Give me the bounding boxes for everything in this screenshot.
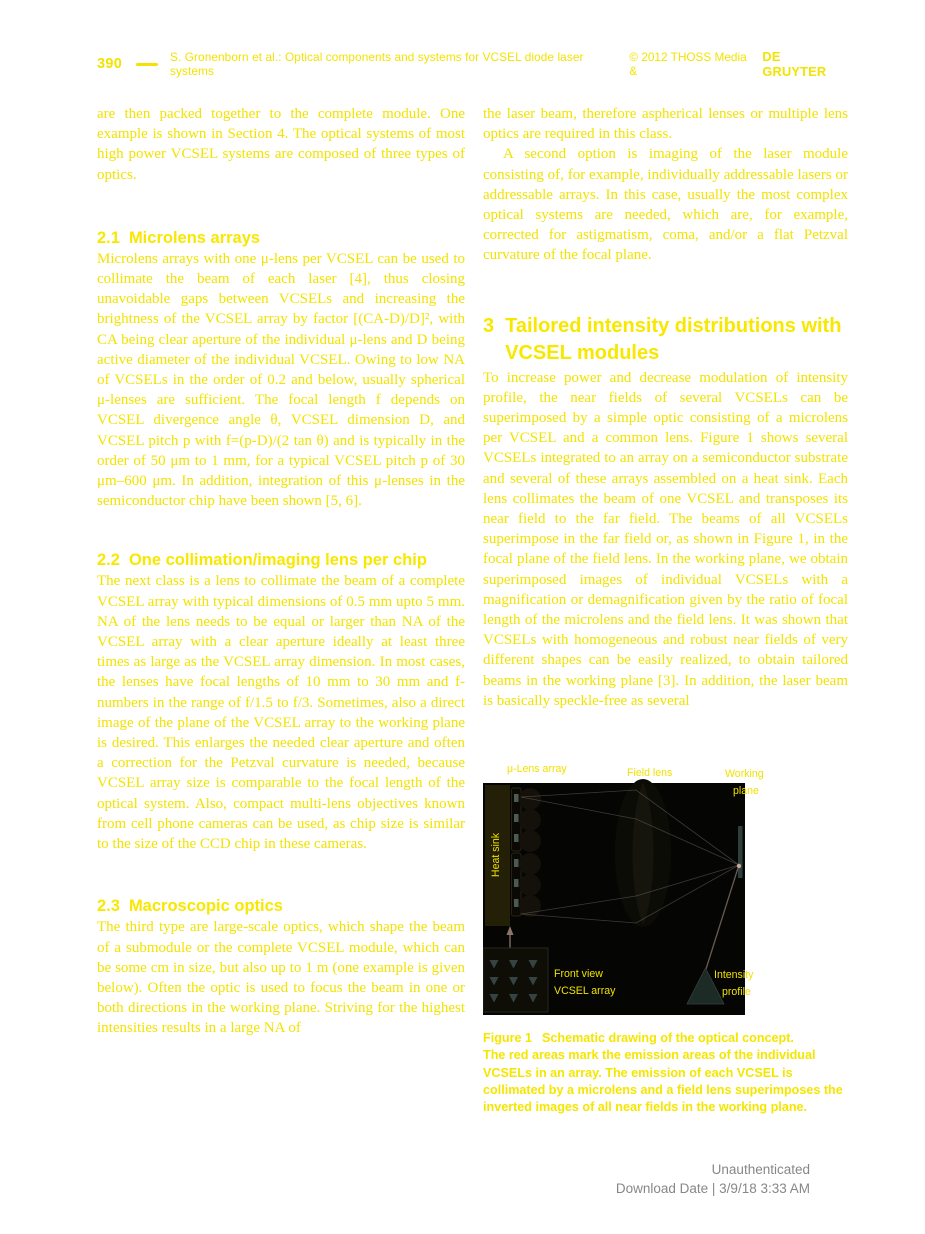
section-title: One collimation/imaging lens per chip: [128, 551, 427, 570]
section-2-2-body: The next class is a lens to collimate the beam of a complete VCSEL array with typical dimensions of 0.5 mm upto 5 mm. NA of the lens needs to be equal or larger than NA of the VCSEL array with a clear aperture ideally at least three times as large as the VCSEL array dimension. In most cases, the lenses have focal lengths of 10 mm to 30 mm and f-numbers in the range of f/1.5 to f/3. Sometimes, also a direct image of the plane of the VCSEL array to the working plane is desired. This enlarges the needed clear aperture and often a correction for the Petzval curvature is needed, because VCSEL array size is comparable to the focal length of the optical system. Also, compact multi-lens objectives known from cell phone cameras can be used, as chip size is similar to the size of the CCD chip in these cameras.: [97, 573, 465, 853]
second-option-paragraph: A second option is imaging of the laser module consisting of, for example, individually addressable lasers or addressable arrays. In this case, usually the most complex optical systems are needed, which are, for example, corrected for astigmatism, coma, and/or a flat Petzval curvature of the focal plane.: [483, 146, 848, 264]
continuation-paragraph: the laser beam, therefore aspherical lenses or multiple lens optics are required in this class.: [483, 106, 848, 143]
section-2-3-body: The third type are large-scale optics, which shape the beam of a submodule or the complete VCSEL module, which can be some cm in size, but also up to 1 m (one example is given below). Often the optic is used to focus the beam in one or both directions in the working plane. Striving for the highest intensities results in a large NA of: [97, 919, 465, 1037]
publisher-logo: DE GRUYTER: [762, 49, 827, 79]
mu-lens-array-label: μ-Lens array: [507, 763, 567, 776]
section-number: 2.3: [97, 897, 120, 916]
section-title: Tailored intensity distributions with VCSEL modules: [505, 314, 842, 365]
page-header: [97, 49, 848, 79]
figure-1: [483, 757, 773, 1017]
section-title: Macroscopic optics: [128, 897, 283, 916]
header-right: [629, 49, 848, 79]
figure-caption-title: Schematic drawing of the optical concept.: [542, 1031, 794, 1046]
header-divider: [136, 63, 158, 66]
figure-caption: [483, 1030, 848, 1116]
intensity-profile-label-line2: profile: [722, 986, 751, 999]
working-plane-label-line1: Working: [725, 768, 764, 781]
section-title: Microlens arrays: [128, 228, 261, 247]
download-date-line: Download Date | 3/9/18 3:33 AM: [615, 1181, 810, 1196]
unauthenticated-line: Unauthenticated: [711, 1162, 810, 1177]
intro-paragraph: are then packed together to the complete module. One example is shown in Section 4. The optical systems of most high power VCSEL systems are composed of three types of optics.: [97, 106, 465, 183]
section-heading-3: [483, 313, 848, 368]
front-view-label-line2: VCSEL array: [554, 985, 616, 998]
download-stamp: [483, 1160, 810, 1198]
section-heading-2-3: [97, 895, 465, 917]
figure-caption-body: The red areas mark the emission areas of the individual VCSELs in an array. The emission of each VCSEL is collimated by a microlens and a field lens superimposes the inverted images of all near fields in the working plane.: [483, 1048, 843, 1115]
field-lens-label: Field lens: [627, 767, 673, 780]
section-heading-2-2: [97, 549, 465, 571]
figure-1-schematic: [483, 757, 773, 1017]
section-number: 3: [483, 314, 495, 337]
copyright-notice: © 2012 THOSS Media &: [629, 50, 747, 78]
section-number: 2.1: [97, 228, 120, 247]
heat-sink-label: Heat sink: [490, 832, 502, 878]
right-column: [483, 104, 848, 1117]
intensity-profile-label-line1: Intensity: [714, 969, 754, 982]
section-3-body: To increase power and decrease modulation of intensity profile, the near fields of several VCSELs can be superimposed by a simple optic consisting of a microlens per VCSEL and a common lens. Figure 1 shows several VCSELs integrated to an array on a semiconductor substrate and several of these arrays assembled on a heat sink. Each lens collimates the beam of one VCSEL and transposes its near field to the far field. The beams of all VCSELs superimpose in the far field or, as shown in Figure 1, in the focal plane of the field lens. In the working plane, we obtain superimposed images of individual VCSELs with a magnification or demagnification given by the ratio of focal length of the microlens and the field lens. It was shown that VCSELs with homogeneous and robust near fields of very different shapes can be easily realized, to obtain tailored beams in the working plane [3]. In addition, the laser beam is basically speckle-free as several: [483, 369, 848, 709]
section-2-1-body: Microlens arrays with one μ-lens per VCSEL can be used to collimate the beam of each laser [4], thus closing unavoidable gaps between VCSELs and increasing the brightness of the VCSEL array by factor [(CA-D)/D]², with CA being clear aperture of the individual μ-lens and D being active diameter of the individual VCSEL. Owing to low NA of VCSELs in the order of 0.2 and below, usually spherical μ-lenses are sufficient. The focal length f depends on VCSEL divergence angle θ, VCSEL dimension D, and VCSEL pitch p with f=(p-D)/(2 tan θ) and is typically in the order of 50 μm to 1 mm, for a typical VCSEL pitch p of 30 μm–600 μm. In addition, integration of this μ-lenses in the semiconductor chip have been shown [5, 6].: [97, 250, 465, 510]
front-view-label-line1: Front view: [554, 968, 603, 981]
working-plane-label-line2: plane: [733, 785, 759, 798]
page-number: 390: [97, 56, 123, 72]
figure-caption-line1: [483, 1030, 848, 1047]
figure-caption-label: Figure 1: [483, 1031, 532, 1046]
working-plane-bar: [738, 826, 743, 878]
section-number: 2.2: [97, 551, 120, 570]
running-title: S. Gronenborn et al.: Optical components and systems for VCSEL diode laser systems: [170, 50, 584, 78]
section-heading-2-1: [97, 227, 465, 249]
left-column: [97, 104, 465, 1039]
focus-spot: [737, 864, 741, 868]
